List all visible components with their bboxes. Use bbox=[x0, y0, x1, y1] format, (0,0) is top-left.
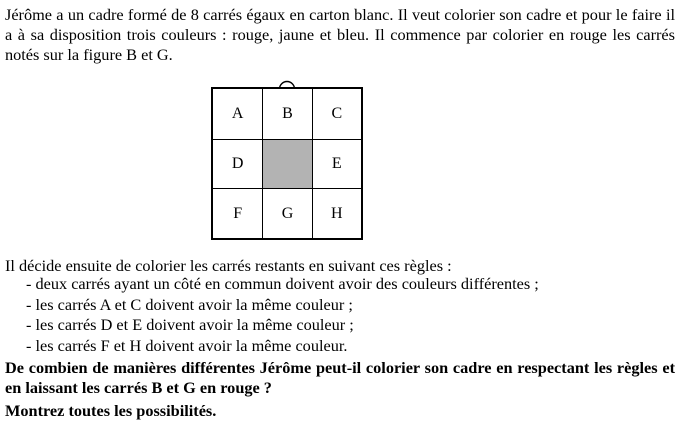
question: De combien de manières différentes Jérôme peut-il colorier son cadre en respectant les règles et en laissant les carrés B et G en rouge ? bbox=[5, 358, 675, 397]
square-c: C bbox=[312, 89, 361, 139]
square-f: F bbox=[213, 188, 262, 238]
rules-intro: Il décide ensuite de colorier les carrés restants en suivant ces règles : bbox=[5, 256, 452, 275]
rules-list bbox=[26, 274, 539, 356]
intro-paragraph: Jérôme a un cadre formé de 8 carrés égaux en carton blanc. Il veut colorier son cadre et pour le faire il a à sa disposition trois couleurs : rouge, jaune et bleu. Il commence par colorier en rouge les carrés notés sur la figure B et G. bbox=[5, 5, 675, 64]
square-grid bbox=[211, 87, 363, 240]
center-gray-square bbox=[262, 139, 311, 189]
rule-item: - deux carrés ayant un côté en commun doivent avoir des couleurs différentes ; bbox=[26, 274, 539, 293]
rule-item: - les carrés A et C doivent avoir la même couleur ; bbox=[26, 294, 353, 314]
rule-item: - les carrés F et H doivent avoir la même couleur. bbox=[26, 335, 348, 355]
square-a: A bbox=[231, 104, 244, 122]
square-b: B bbox=[262, 89, 311, 139]
square-d: D bbox=[213, 139, 262, 189]
rule-item: - les carrés D et E doivent avoir la même couleur ; bbox=[26, 315, 354, 334]
square-e: E bbox=[312, 139, 361, 189]
instruction: Montrez toutes les possibilités. bbox=[5, 401, 217, 420]
frame-figure bbox=[211, 74, 363, 240]
square-g: G bbox=[262, 188, 311, 238]
square-h: H bbox=[312, 188, 361, 238]
